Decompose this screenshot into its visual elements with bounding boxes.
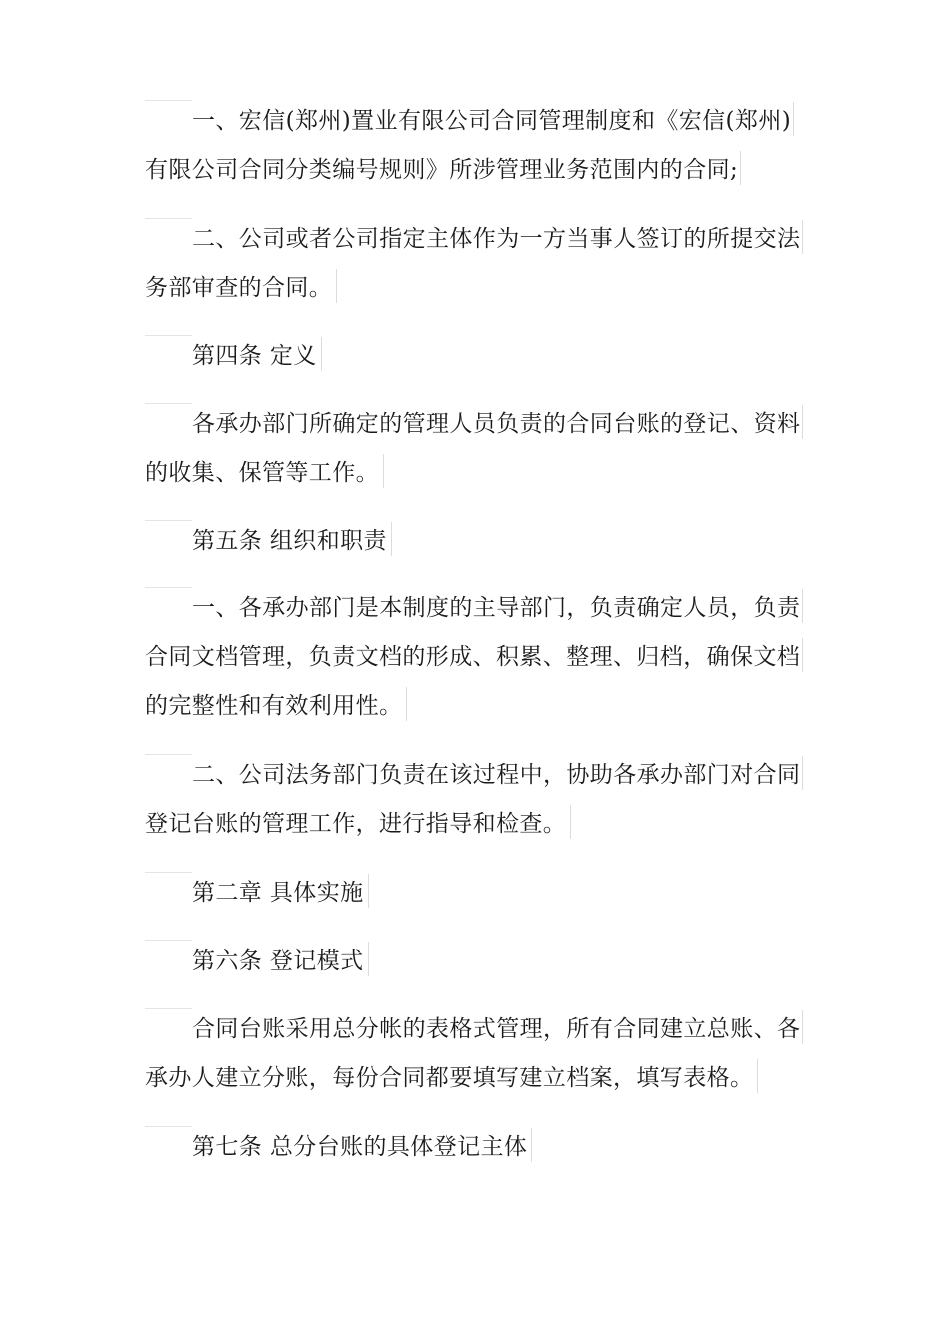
text-line: 的收集、保管等工作。 bbox=[145, 449, 809, 498]
article-6-heading bbox=[145, 937, 809, 986]
heading-line: 第四条 定义 bbox=[145, 332, 809, 381]
article-7-heading bbox=[145, 1123, 809, 1172]
text-line: 合同台账采用总分帐的表格式管理，所有合同建立总账、各 bbox=[145, 1005, 809, 1054]
text-line: 承办人建立分账，每份合同都要填写建立档案，填写表格。 bbox=[145, 1054, 809, 1103]
item-1-paragraph bbox=[145, 97, 809, 195]
text-line: 各承办部门所确定的管理人员负责的合同台账的登记、资料 bbox=[145, 400, 809, 449]
heading-line: 第七条 总分台账的具体登记主体 bbox=[145, 1123, 809, 1172]
text-line: 务部审查的合同。 bbox=[145, 264, 809, 313]
text-line: 的完整性和有效利用性。 bbox=[145, 682, 809, 731]
text-line: 有限公司合同分类编号规则》所涉管理业务范围内的合同; bbox=[145, 146, 809, 195]
article-6-body bbox=[145, 1005, 809, 1103]
text-line: 合同文档管理，负责文档的形成、积累、整理、归档，确保文档 bbox=[145, 633, 809, 682]
text-line: 登记台账的管理工作，进行指导和检查。 bbox=[145, 800, 809, 849]
heading-line: 第六条 登记模式 bbox=[145, 937, 809, 986]
article-5-heading bbox=[145, 517, 809, 566]
article-4-heading bbox=[145, 332, 809, 381]
text-line: 二、公司法务部门负责在该过程中，协助各承办部门对合同 bbox=[145, 751, 809, 800]
article-5-item-2 bbox=[145, 751, 809, 849]
text-line: 二、公司或者公司指定主体作为一方当事人签订的所提交法 bbox=[145, 215, 809, 264]
article-5-item-1 bbox=[145, 584, 809, 731]
text-line: 一、各承办部门是本制度的主导部门，负责确定人员，负责 bbox=[145, 584, 809, 633]
article-4-body bbox=[145, 400, 809, 498]
heading-line: 第五条 组织和职责 bbox=[145, 517, 809, 566]
heading-line: 第二章 具体实施 bbox=[145, 869, 809, 918]
item-2-paragraph bbox=[145, 215, 809, 313]
text-line: 一、宏信(郑州)置业有限公司合同管理制度和《宏信(郑州) bbox=[145, 97, 809, 146]
chapter-2-heading bbox=[145, 869, 809, 918]
